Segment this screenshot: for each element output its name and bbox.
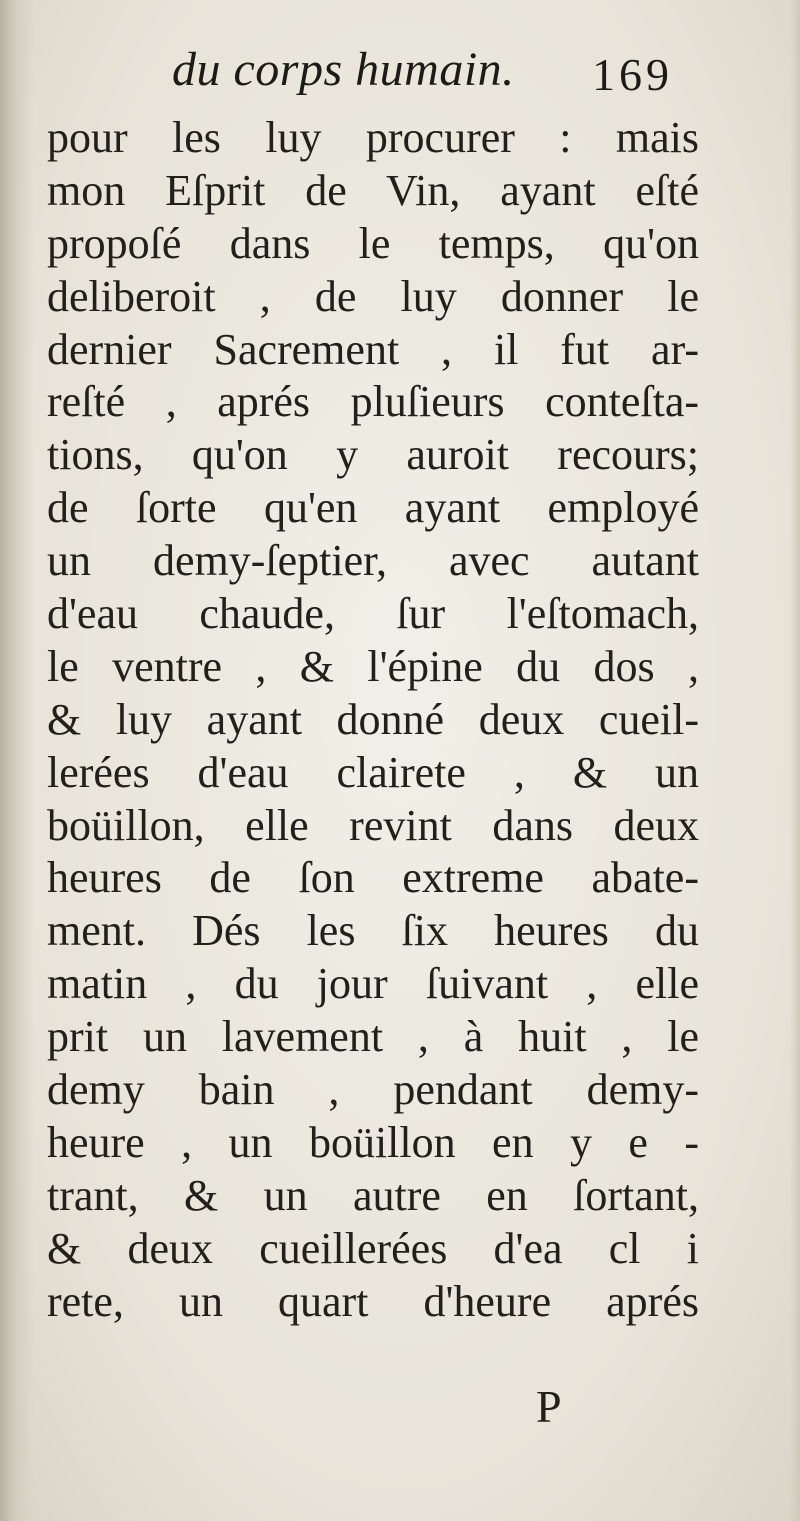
- text-line: le ventre , & l'épine du dos ,: [47, 641, 699, 691]
- text-line: matin , du jour ſuivant , elle: [47, 959, 699, 1009]
- text-line: rete, un quart d'heure aprés: [47, 1276, 699, 1326]
- text-line: & deux cueillerées d'ea cl i: [47, 1223, 699, 1273]
- text-line: un demy-ſeptier, avec autant: [47, 536, 699, 586]
- text-line: heure , un boüillon en y e -: [47, 1117, 699, 1167]
- text-line: d'eau chaude, ſur l'eſtomach,: [47, 589, 699, 639]
- page-edge: [790, 0, 800, 1521]
- text-line: propoſé dans le temps, qu'on: [47, 218, 699, 268]
- text-line: reſté , aprés pluſieurs conteſta-: [47, 377, 699, 427]
- text-line: & luy ayant donné deux cueil-: [47, 694, 699, 744]
- page-number: 169: [592, 49, 673, 100]
- text-line: de ſorte qu'en ayant employé: [47, 483, 699, 533]
- text-line: trant, & un autre en ſortant,: [47, 1170, 699, 1220]
- signature-mark: P: [536, 1381, 562, 1432]
- text-line: deliberoit , de luy donner le: [47, 271, 699, 321]
- text-line: pour les luy procurer : mais: [47, 113, 699, 162]
- text-line: dernier Sacrement , il fut ar-: [47, 324, 699, 374]
- text-line: mon Eſprit de Vin, ayant eſté: [47, 165, 699, 215]
- body-text: [47, 112, 699, 1328]
- text-line: ment. Dés les ſix heures du: [47, 906, 699, 956]
- text-line: demy bain , pendant demy-: [47, 1065, 699, 1115]
- text-line: prit un lavement , à huit , le: [47, 1012, 699, 1062]
- running-head-title: du corps humain.: [172, 43, 515, 96]
- text-line: tions, qu'on y auroit recours;: [47, 430, 699, 480]
- gutter-shadow: [0, 0, 34, 1521]
- text-line: boüillon, elle revint dans deux: [47, 800, 699, 850]
- running-head: [0, 40, 800, 104]
- text-line: lerées d'eau clairete , & un: [47, 747, 699, 797]
- text-line: heures de ſon extreme abate-: [47, 853, 699, 903]
